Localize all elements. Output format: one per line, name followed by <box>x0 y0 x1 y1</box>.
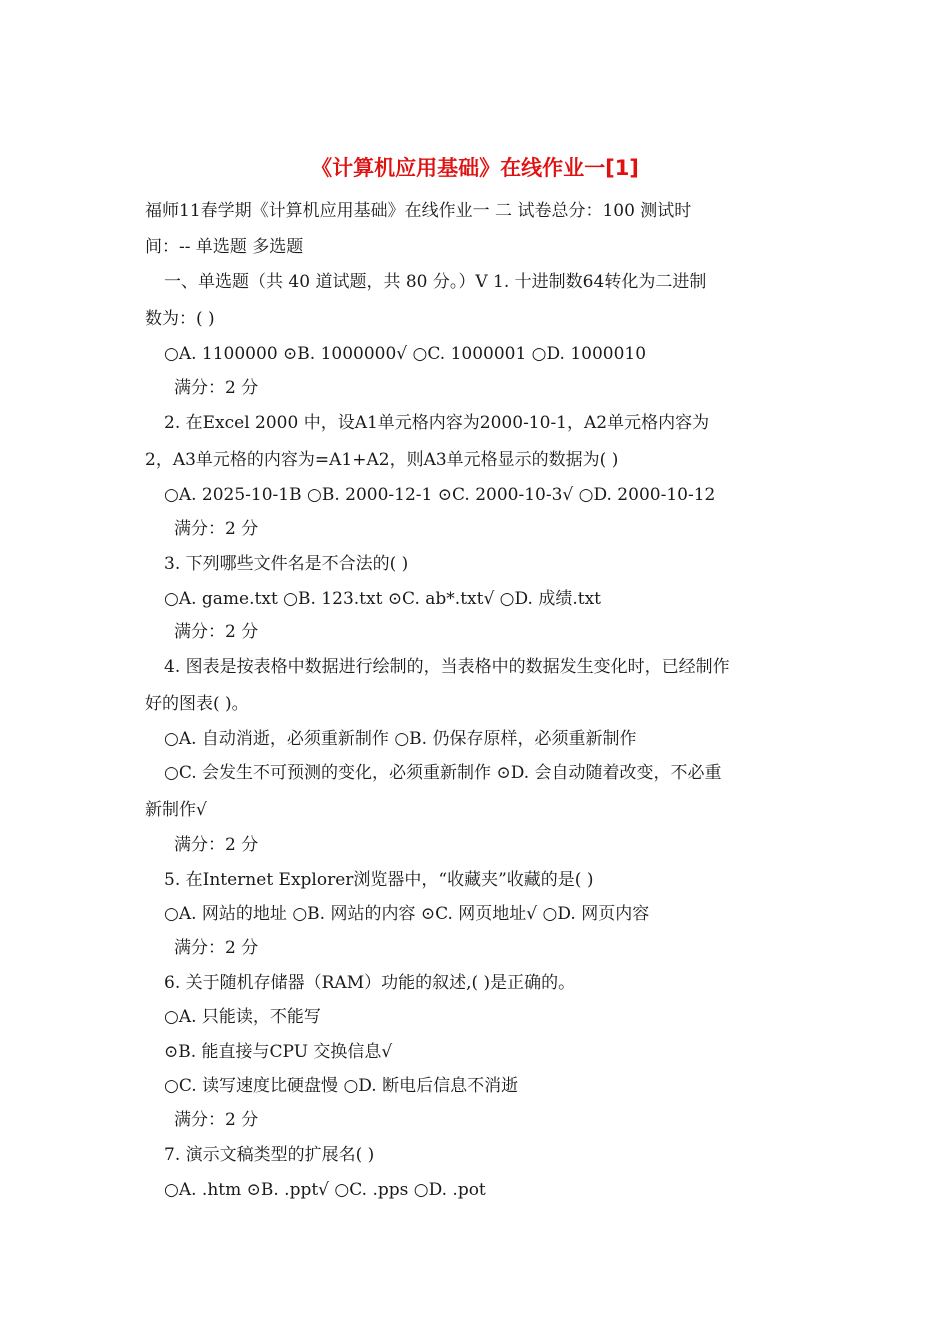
score-line: 满分：2 分 <box>174 938 259 958</box>
question-text: 2. 在Excel 2000 中，设A1单元格内容为2000-10-1，A2单元格内容为 <box>164 413 710 433</box>
question-text: 5. 在Internet Explorer浏览器中，“收藏夹”收藏的是( ) <box>164 870 594 890</box>
intro-line: 间：-- 单选题 多选题 <box>145 237 304 257</box>
question-text: 4. 图表是按表格中数据进行绘制的，当表格中的数据发生变化时，已经制作 <box>164 657 730 677</box>
score-line: 满分：2 分 <box>174 835 259 855</box>
answer-options: ○A. 自动消逝，必须重新制作 ○B. 仍保存原样，必须重新制作 <box>164 729 637 749</box>
question-text: 3. 下列哪些文件名是不合法的( ) <box>164 554 409 574</box>
answer-options: ⊙B. 能直接与CPU 交换信息√ <box>164 1042 393 1062</box>
answer-options: ○A. 1100000 ⊙B. 1000000√ ○C. 1000001 ○D. 1000010 <box>164 344 647 364</box>
answer-options: 新制作√ <box>145 800 207 820</box>
score-line: 满分：2 分 <box>174 519 259 539</box>
answer-options: ○A. 只能读，不能写 <box>164 1007 321 1027</box>
question-text: 7. 演示文稿类型的扩展名( ) <box>164 1145 375 1165</box>
intro-line: 福师11春学期《计算机应用基础》在线作业一 二 试卷总分：100 测试时 <box>145 201 692 221</box>
answer-options: ○A. 2025-10-1B ○B. 2000-12-1 ⊙C. 2000-10-3√ ○D. 2000-10-12 <box>164 485 716 505</box>
score-line: 满分：2 分 <box>174 622 259 642</box>
answer-options: ○C. 会发生不可预测的变化，必须重新制作 ⊙D. 会自动随着改变，不必重 <box>164 763 722 783</box>
question-text: 2，A3单元格的内容为=A1+A2，则A3单元格显示的数据为( ) <box>145 450 619 470</box>
answer-options: ○C. 读写速度比硬盘慢 ○D. 断电后信息不消逝 <box>164 1076 519 1096</box>
section-heading: 一、单选题（共 40 道试题，共 80 分。）V 1. 十进制数64转化为二进制 <box>164 272 707 292</box>
answer-options: ○A. .htm ⊙B. .ppt√ ○C. .pps ○D. .pot <box>164 1180 486 1200</box>
answer-options: ○A. game.txt ○B. 123.txt ⊙C. ab*.txt√ ○D. 成绩.txt <box>164 589 601 609</box>
answer-options: ○A. 网站的地址 ○B. 网站的内容 ⊙C. 网页地址√ ○D. 网页内容 <box>164 904 650 924</box>
page-title: 《计算机应用基础》在线作业一[1] <box>311 156 639 180</box>
question-text: 好的图表( )。 <box>145 694 249 714</box>
score-line: 满分：2 分 <box>174 378 259 398</box>
question-text: 6. 关于随机存储器（RAM）功能的叙述,( )是正确的。 <box>164 973 576 993</box>
score-line: 满分：2 分 <box>174 1110 259 1130</box>
question-text: 数为：( ) <box>145 309 215 329</box>
